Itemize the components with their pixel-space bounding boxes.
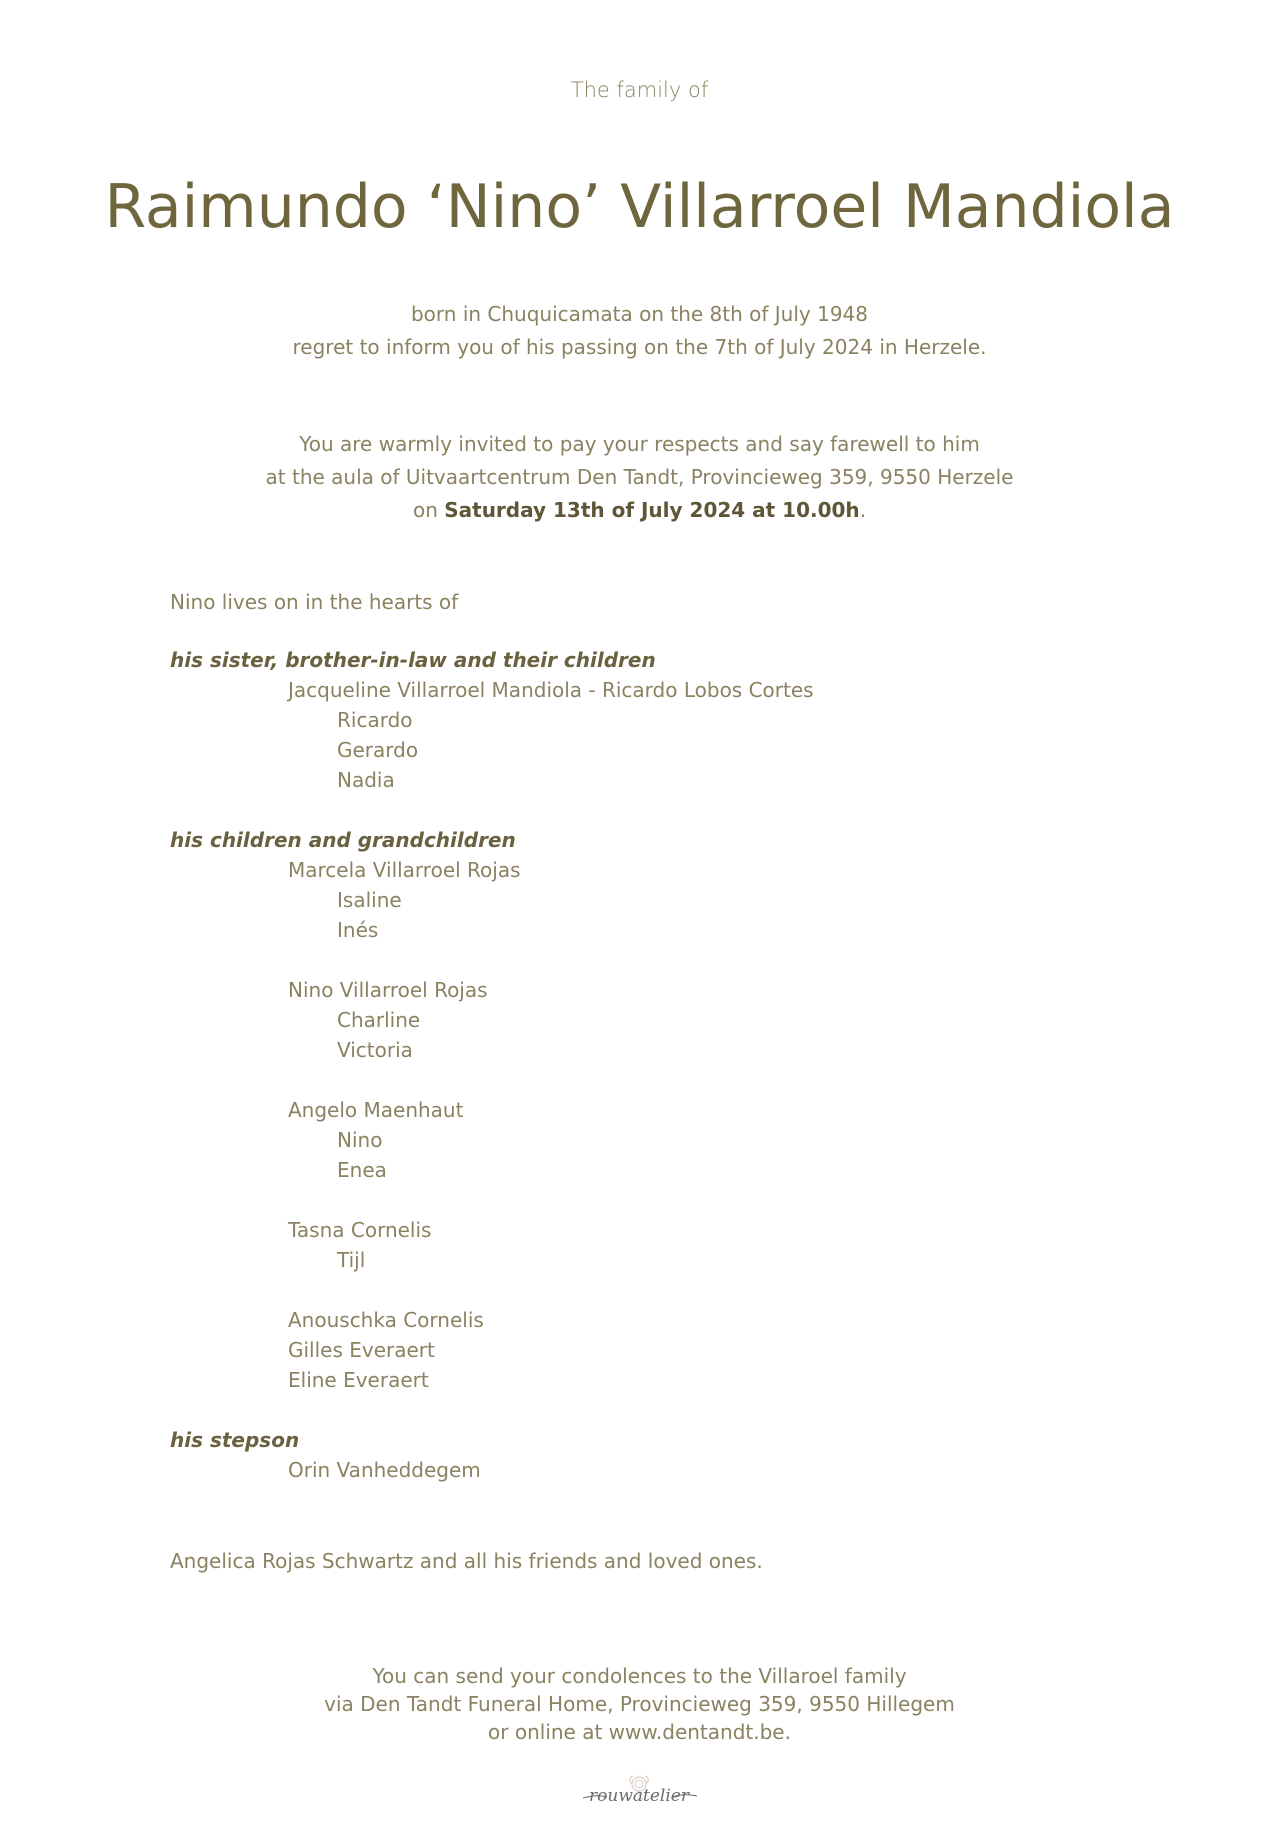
mourner-name: Marcela Villarroel Rojas (288, 858, 521, 882)
mourner-name: Nadia (337, 768, 395, 792)
mourner-name: Eline Everaert (288, 1368, 429, 1392)
group-title-children: his children and grandchildren (170, 828, 516, 852)
invitation-line-2: at the aula of Uitvaartcentrum Den Tandt, Provincieweg 359, 9550 Herzele (265, 465, 1014, 489)
logo-text: rouwatelier (589, 1786, 689, 1806)
deceased-name-heading: Raimundo ‘Nino’ Villarroel Mandiola (104, 172, 1175, 242)
condolences-line-1: You can send your condolences to the Villaroel family (372, 1664, 907, 1688)
invitation-line-1: You are warmly invited to pay your respects and say farewell to him (299, 432, 980, 456)
condolences-line-2: via Den Tandt Funeral Home, Provincieweg 359, 9550 Hillegem (324, 1692, 955, 1716)
invitation-line-3-prefix: on (412, 498, 445, 522)
condolences-line-3: or online at www.dentandt.be. (488, 1720, 791, 1744)
mourner-name: Victoria (337, 1038, 413, 1062)
announcement-block (0, 298, 1279, 364)
mourner-name: Gerardo (337, 738, 419, 762)
mourner-name: Orin Vanheddegem (288, 1458, 481, 1482)
invitation-line-3 (0, 494, 1279, 527)
mourner-name: Angelo Maenhaut (288, 1098, 464, 1122)
rouwatelier-logo (577, 1770, 702, 1820)
mourner-name: Isaline (337, 888, 402, 912)
closing-line: Angelica Rojas Schwartz and all his friends and loved ones. (170, 1549, 763, 1573)
mourner-name: Inés (337, 918, 379, 942)
family-of-text: The family of (570, 78, 709, 102)
group-title-stepson: his stepson (170, 1428, 300, 1452)
passing-line: regret to inform you of his passing on the 7th of July 2024 in Herzele. (292, 335, 987, 359)
condolences-block (0, 1662, 1279, 1746)
mourner-name: Jacqueline Villarroel Mandiola - Ricardo Lobos Cortes (288, 678, 814, 702)
mourner-name: Enea (337, 1158, 387, 1182)
invitation-block (0, 428, 1279, 527)
mourner-name: Ricardo (337, 708, 413, 732)
mourner-name: Tasna Cornelis (288, 1218, 432, 1242)
invitation-line-3-suffix: . (859, 498, 867, 522)
mourner-name: Tijl (337, 1248, 366, 1272)
mourners-intro: Nino lives on in the hearts of (170, 590, 459, 614)
mourner-name: Nino (337, 1128, 383, 1152)
group-title-siblings: his sister, brother-in-law and their children (170, 648, 656, 672)
mourner-name: Gilles Everaert (288, 1338, 435, 1362)
born-line: born in Chuquicamata on the 8th of July 1948 (410, 302, 869, 326)
mourner-name: Charline (337, 1008, 421, 1032)
ceremony-datetime: Saturday 13th of July 2024 at 10.00h (444, 498, 860, 522)
mourner-name: Nino Villarroel Rojas (288, 978, 488, 1002)
mourner-name: Anouschka Cornelis (288, 1308, 484, 1332)
